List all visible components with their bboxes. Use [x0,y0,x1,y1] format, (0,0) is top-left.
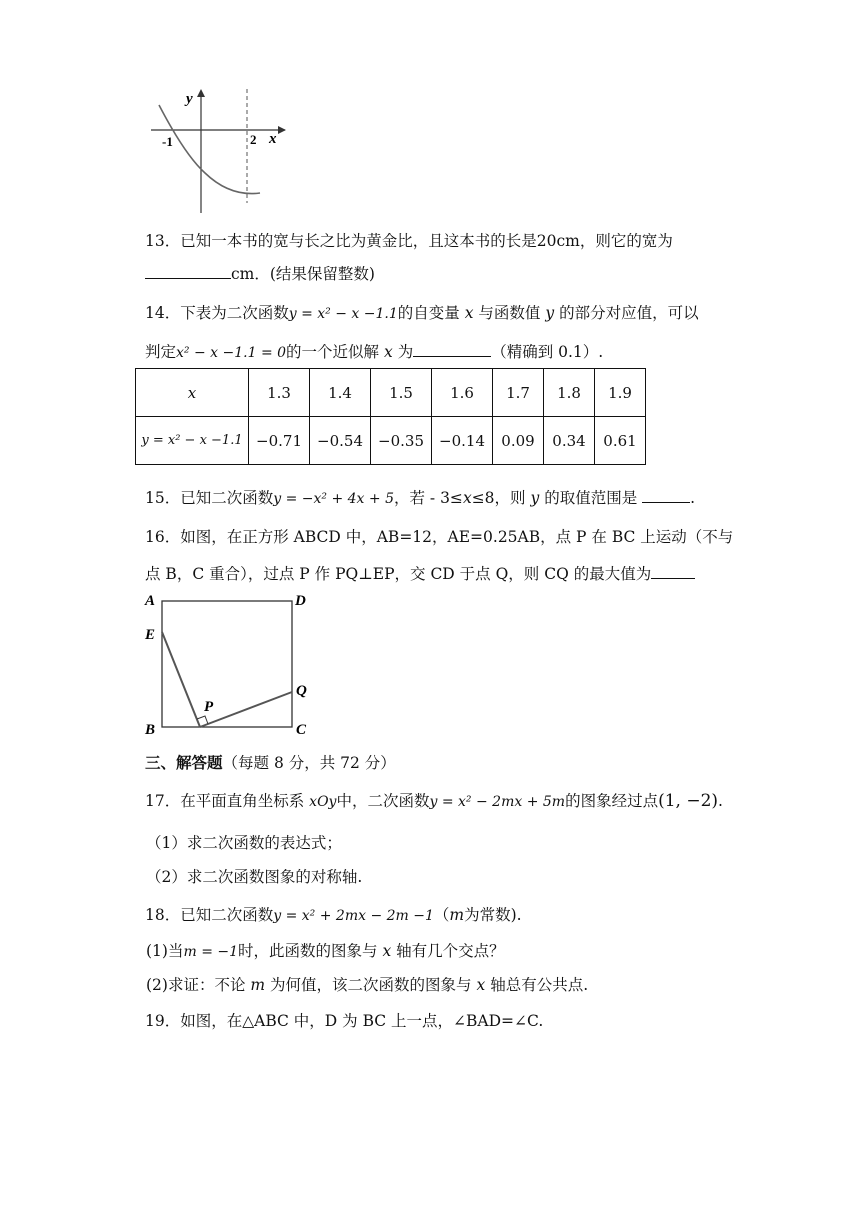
q13-line2 [145,262,375,285]
q16-answer-blank[interactable] [651,562,695,579]
q17-xoy: xOy [309,794,337,810]
q14-equation: x² − x −1.1 = 0 [176,345,287,361]
q18-text-a: 18．已知二次函数 [145,906,274,924]
q17-text-a: 17．在平面直角坐标系 [145,792,305,810]
q18-line [145,904,522,927]
table-cell: 1.6 [432,369,493,417]
q17-function: y = x² − 2mx + 5m [429,794,566,810]
table-cell: 1.8 [544,369,595,417]
q18-text-b: （ [433,906,450,924]
q14-var-y: y [545,304,555,322]
square-abcd [162,601,292,727]
label-q: Q [296,683,307,699]
square-figure [140,588,320,740]
section3-heading [145,752,396,774]
q13-answer-blank[interactable] [145,262,231,279]
q18-p1-condition: m = −1 [183,944,239,960]
q14-text-f: 的一个近似解 [286,343,380,361]
q18-p1-text-a: (1)当 [146,942,184,960]
label-e: E [145,627,156,643]
table-header-y: y = x² − x −1.1 [136,417,249,465]
q16-line2-text: 点 B，C 重合），过点 P 作 PQ⊥EP，交 CD 于点 Q，则 CQ 的最大值为 [145,565,652,583]
table-cell: −0.14 [432,417,493,465]
q18-p1-var-x: x [382,942,392,960]
q15-line [145,486,695,510]
q18-p2-text-b: 为何值，该二次函数的图象与 [270,976,472,994]
label-b: B [145,722,156,738]
q18-part1 [146,940,505,963]
parabola-graph [145,85,295,217]
table-header-x: x [136,369,249,417]
graph-y-label: y [186,91,193,107]
table-cell: 0.61 [595,417,646,465]
q14-line1 [145,302,699,325]
q15-text-e: . [690,489,696,507]
q14-text-h: （精确到 0.1）. [491,343,604,361]
q18-text-c: 为常数). [464,906,522,924]
q19-line: 19．如图，在△ABC 中，D 为 BC 上一点，∠BAD=∠C. [145,1012,544,1030]
q14-var-x2: x [384,343,393,361]
q18-part2 [146,974,588,996]
parabola-curve [159,105,260,194]
q18-p2-var-x: x [476,976,486,994]
value-table [135,368,646,465]
q15-text-b: ，若 - 3≤ [393,489,463,507]
label-a: A [145,593,156,609]
q18-p2-text-a: (2)求证：不论 [146,976,246,994]
q17-text-b: 中，二次函数 [336,792,430,810]
segment-ep [162,632,200,727]
table-cell: 1.9 [595,369,646,417]
q14-function: y = x² − x −1.1 [288,306,398,322]
table-cell: −0.54 [310,417,371,465]
section3-note: （每题 8 分，共 72 分） [222,754,396,772]
q13-line2-suffix: cm．(结果保留整数) [231,265,375,283]
q14-text-g: 为 [397,343,414,361]
table-cell: 1.7 [493,369,544,417]
q18-p1-text-c: 轴有几个交点？ [396,942,505,960]
q18-p2-text-c: 轴总有公共点. [490,976,589,994]
table-row [136,417,646,465]
q15-var-y: y [530,489,540,507]
q14-answer-blank[interactable] [413,340,491,357]
q17-part2: （2）求二次函数图象的对称轴. [146,868,363,886]
table-cell: 0.34 [544,417,595,465]
q18-function: y = x² + 2mx − 2m −1 [273,908,434,924]
q15-var-x: x [462,489,472,507]
q15-answer-blank[interactable] [642,486,690,503]
q17-part1: （1）求二次函数的表达式； [146,834,342,852]
q14-text-b: 的自变量 [397,304,460,322]
q17-text-d: . [718,792,723,810]
q16-line2 [145,562,695,585]
q18-p1-text-b: 时，此函数的图象与 [238,942,378,960]
label-c: C [296,722,307,738]
label-p: P [204,699,214,715]
section3-title: 三、解答题 [145,753,223,772]
graph-x-label: x [269,131,277,147]
segment-pq [200,692,292,727]
q15-function: y = −x² + 4x + 5 [273,491,394,507]
graph-right-label: 2 [250,132,257,147]
q16-line1: 16．如图，在正方形 ABCD 中，AB=12，AE=0.25AB，点 P 在 BC 上运动（不与 [145,528,734,546]
q15-text-c: ≤8，则 [471,489,526,507]
q18-var-m: m [449,906,465,924]
q15-text-a: 15．已知二次函数 [145,489,274,507]
q17-text-c: 的图象经过点 [565,792,659,810]
table-cell: −0.35 [371,417,432,465]
q18-p2-var-m: m [250,976,266,994]
x-axis-arrow [278,126,286,134]
graph-left-label: -1 [162,134,173,149]
q15-text-d: 的取值范围是 [544,489,638,507]
q13-line1: 13．已知一本书的宽与长之比为黄金比，且这本书的长是20cm，则它的宽为 [145,232,673,250]
table-cell: 0.09 [493,417,544,465]
q14-line2 [145,340,603,364]
table-cell: 1.4 [310,369,371,417]
q17-point: (1, −2) [658,791,719,811]
label-d: D [295,593,306,609]
y-axis-arrow [197,89,205,97]
table-cell: −0.71 [249,417,310,465]
table-row [136,369,646,417]
q14-text-a: 14．下表为二次函数 [145,304,289,322]
table-cell: 1.3 [249,369,310,417]
table-cell: 1.5 [371,369,432,417]
q14-text-d: 的部分对应值，可以 [559,304,699,322]
q17-line [145,790,723,813]
q14-var-x: x [464,304,474,322]
q14-text-e: 判定 [145,343,177,361]
q14-text-c: 与函数值 [478,304,541,322]
